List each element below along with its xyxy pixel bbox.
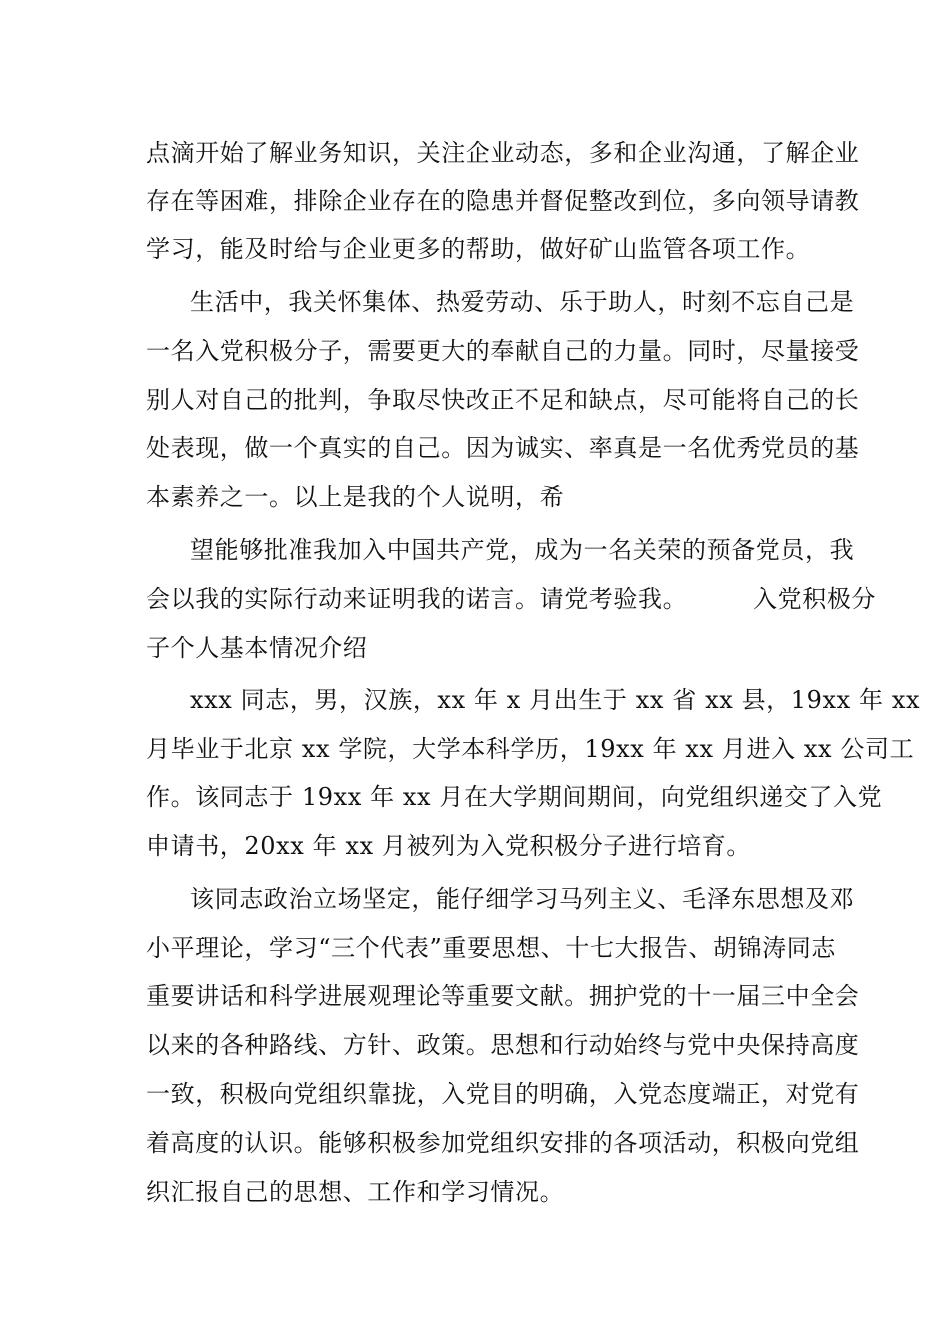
paragraph-first-line: 该同志政治立场坚定，能仔细学习马列主义、毛泽东思想及邓 xyxy=(190,885,855,913)
text-line: 点滴开始了解业务知识，关注企业动态，多和企业沟通，了解企业 xyxy=(146,139,860,167)
text-line: 申请书，20xx 年 xx 月被列为入党积极分子进行培育。 xyxy=(146,832,751,860)
paragraph-first-line: xxx 同志，男，汉族，xx 年 x 月出生于 xx 省 xx 县，19xx 年 xx xyxy=(190,686,921,714)
paragraph-first-line: 望能够批准我加入中国共产党，成为一名关荣的预备党员，我 xyxy=(190,536,855,564)
text-line: 作。该同志于 19xx 年 xx 月在大学期间期间，向党组织递交了入党 xyxy=(146,783,883,811)
text-line: 别人对自己的批判，争取尽快改正不足和缺点，尽可能将自己的长 xyxy=(146,386,860,414)
text-line: 着高度的认识。能够积极参加党组织安排的各项活动，积极向党组 xyxy=(146,1129,860,1157)
text-line: 以来的各种路线、方针、政策。思想和行动始终与党中央保持高度 xyxy=(146,1031,860,1059)
text-line: 月毕业于北京 xx 学院，大学本科学历，19xx 年 xx 月进入 xx 公司工 xyxy=(146,735,915,763)
text-line: 本素养之一。以上是我的个人说明，希 xyxy=(146,483,565,511)
text-line: 一致，积极向党组织靠拢，入党目的明确，入党态度端正，对党有 xyxy=(146,1080,860,1108)
text-line: 子个人基本情况介绍 xyxy=(146,634,368,662)
text-line: 会以我的实际行动来证明我的诺言。请党考验我。 入党积极分 xyxy=(146,585,877,613)
text-line: 织汇报自己的思想、工作和学习情况。 xyxy=(146,1178,565,1206)
paragraph-first-line: 生活中，我关怀集体、热爱劳动、乐于助人，时刻不忘自己是 xyxy=(190,288,855,316)
text-line: 处表现，做一个真实的自己。因为诚实、率真是一名优秀党员的基 xyxy=(146,434,860,462)
text-line: 重要讲话和科学进展观理论等重要文献。拥护党的十一届三中全会 xyxy=(146,982,860,1010)
text-line: 学习，能及时给与企业更多的帮助，做好矿山监管各项工作。 xyxy=(146,235,811,263)
text-line: 存在等困难，排除企业存在的隐患并督促整改到位，多向领导请教 xyxy=(146,187,860,215)
text-line: 一名入党积极分子，需要更大的奉献自己的力量。同时，尽量接受 xyxy=(146,337,860,365)
text-line: 小平理论，学习“三个代表”重要思想、十七大报告、胡锦涛同志 xyxy=(146,934,836,962)
